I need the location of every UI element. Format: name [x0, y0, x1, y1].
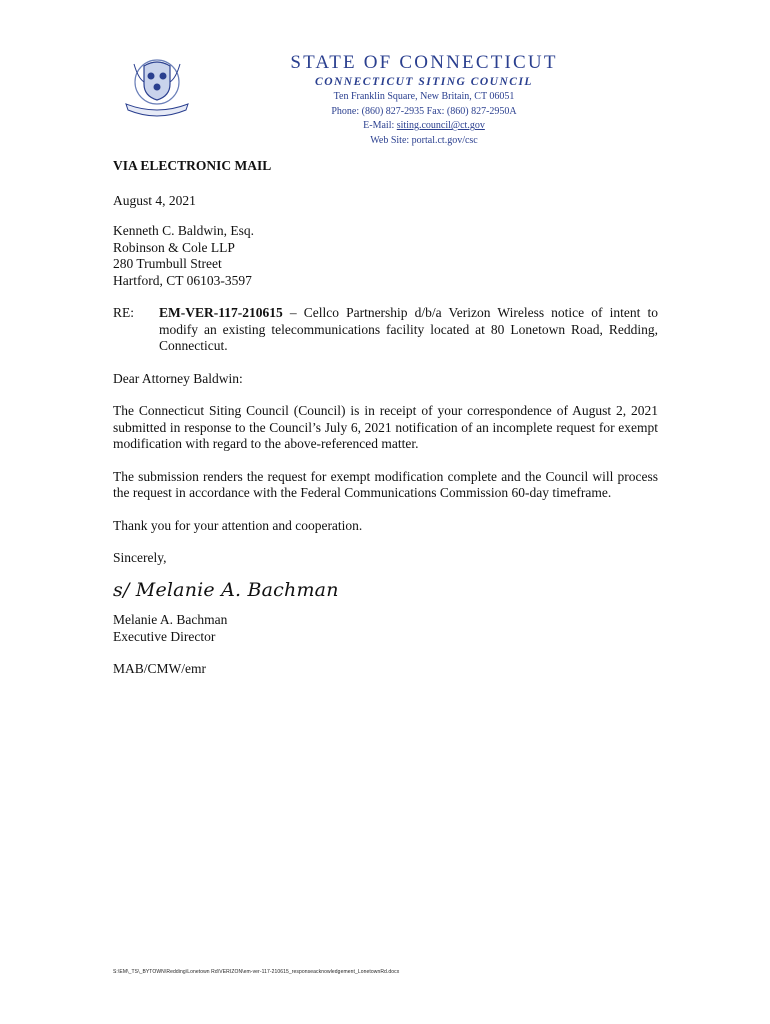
- letterhead: [290, 52, 558, 148]
- state-seal-icon: [120, 52, 194, 122]
- council-website: Web Site: portal.ct.gov/csc: [370, 134, 478, 146]
- salutation: Dear Attorney Baldwin:: [113, 370, 243, 386]
- recipient-address: [113, 223, 658, 289]
- paragraph: The submission renders the request for exempt modification complete and the Council will process the request in accordance with the Federal Communications Commission 60-day timeframe.: [113, 468, 658, 500]
- file-path-footer: S:\EM\_TS\_BYTOWN\Redding\Lonetown Rd\VERIZON\em-ver-117-210615_responseacknowledgement_LonetownRd.docx: [113, 969, 400, 975]
- signer-name: Melanie A. Bachman: [113, 612, 228, 627]
- recipient-name: Kenneth C. Baldwin, Esq.: [113, 223, 254, 238]
- letter-body: [113, 158, 658, 678]
- council-name: CONNECTICUT SITING COUNCIL: [315, 76, 533, 88]
- closing: Sincerely,: [113, 550, 167, 565]
- email-label: E-Mail:: [363, 120, 397, 131]
- paragraph: Thank you for your attention and cooperation.: [113, 517, 363, 533]
- paragraph: The Connecticut Siting Council (Council) is in receipt of your correspondence of August 2, 2021 submitted in response to the Council’s July 6, 2021 notification of an incomplete request for exempt modification with regard to the above-referenced matter.: [113, 403, 658, 451]
- reference-initials: MAB/CMW/emr: [113, 661, 206, 676]
- re-description: – Cellco Partnership d/b/a Verizon Wireless notice of intent to modify an existing telecommunications facility located at 80 Lonetown Road, Redding, Connecticut.: [159, 305, 658, 353]
- recipient-street: 280 Trumbull Street: [113, 256, 222, 271]
- re-label: RE:: [113, 305, 135, 320]
- subject-line: [113, 305, 658, 355]
- delivery-method: VIA ELECTRONIC MAIL: [113, 158, 272, 173]
- re-text: [159, 305, 658, 355]
- recipient-city: Hartford, CT 06103-3597: [113, 272, 252, 288]
- signature: s/ Melanie A. Bachman: [113, 578, 339, 601]
- signer-title: Executive Director: [113, 628, 216, 644]
- email-link[interactable]: siting.council@ct.gov: [396, 120, 485, 131]
- council-phone-fax: Phone: (860) 827-2935 Fax: (860) 827-2950A: [331, 105, 517, 117]
- recipient-firm: Robinson & Cole LLP: [113, 239, 235, 255]
- letter-date: August 4, 2021: [113, 192, 196, 208]
- state-title: STATE OF CONNECTICUT: [290, 52, 558, 73]
- council-email-line: [290, 119, 558, 134]
- docket-number: EM-VER-117-210615: [159, 305, 283, 320]
- council-address: Ten Franklin Square, New Britain, CT 06051: [333, 91, 515, 102]
